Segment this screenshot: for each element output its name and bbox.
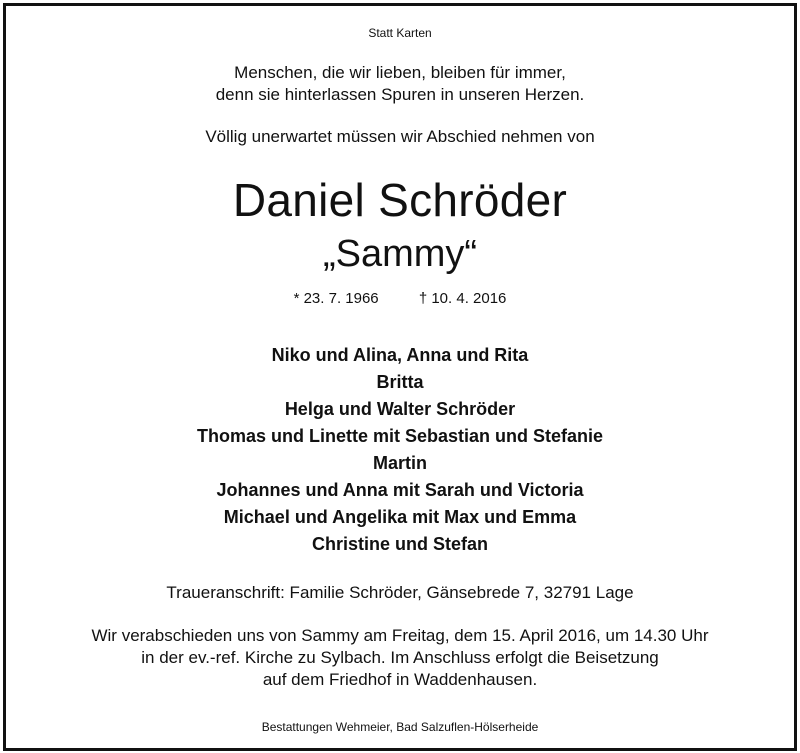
verse-line-2: denn sie hinterlassen Spuren in unseren Herzen. (215, 85, 585, 104)
mourning-address: Traueranschrift: Familie Schröder, Gänsebrede 7, 32791 Lage (166, 583, 634, 602)
undertaker-credit: Bestattungen Wehmeier, Bad Salzuflen-Hölserheide (261, 720, 539, 734)
family-line: Niko und Alina, Anna und Rita (271, 345, 529, 365)
family-line: Thomas und Linette mit Sebastian und Stefanie (196, 426, 604, 446)
family-line: Britta (376, 372, 424, 392)
deceased-name: Daniel Schröder (232, 174, 568, 226)
death-date: † 10. 4. 2016 (418, 290, 507, 307)
ceremony-line-1: Wir verabschieden uns von Sammy am Freitag, dem 15. April 2016, um 14.30 Uhr (91, 626, 709, 645)
family-line: Michael und Angelika mit Max und Emma (223, 507, 577, 527)
birth-date: * 23. 7. 1966 (293, 290, 379, 307)
intro-text: Völlig unerwartet müssen wir Abschied nehmen von (205, 127, 595, 146)
family-line: Helga und Walter Schröder (284, 399, 516, 419)
verse-line-1: Menschen, die wir lieben, bleiben für immer, (234, 63, 566, 82)
life-dates (0, 290, 800, 307)
family-line: Martin (373, 453, 427, 473)
ceremony-line-2: in der ev.-ref. Kirche zu Sylbach. Im Anschluss erfolgt die Beisetzung (141, 648, 659, 667)
deceased-nickname: „Sammy“ (322, 233, 478, 275)
statt-karten-label: Statt Karten (368, 26, 432, 40)
ceremony-line-3: auf dem Friedhof in Waddenhausen. (262, 670, 538, 689)
family-line: Johannes und Anna mit Sarah und Victoria (216, 480, 584, 500)
family-line: Christine und Stefan (311, 534, 488, 554)
